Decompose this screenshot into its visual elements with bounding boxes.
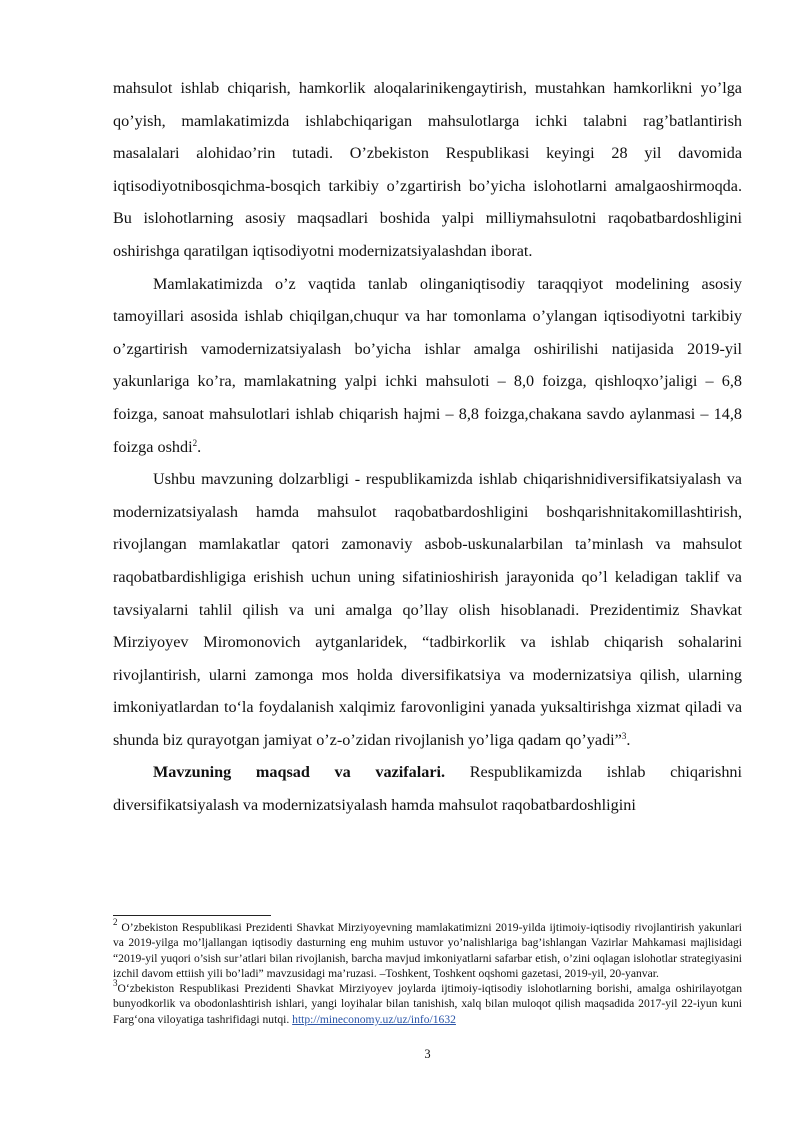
paragraph-2: Mamlakatimizda o’z vaqtida tanlab olinganiqtisodiy taraqqiyot modelining asosiy tamoyillari asosida ishlab chiqilgan,chuqur va har tomonlama o’ylangan iqtisodiyotni tarkibiy o’zgartirish vamodernizatsiyalash bo’yicha ishlar amalga oshirilishi natijasida 2019-yil yakunlariga ko’ra, mamlakatning yalpi ichki mahsuloti – 8,0 foizga, qishloqxo’jaligi – 6,8 foizga, sanoat mahsulotlari ishlab chiqarish hajmi – 8,8 foizga,chakana savdo aylanmasi – 14,8 foizga oshdi$^2$. — [113, 274, 742, 456]
paragraph-1: mahsulot ishlab chiqarish, hamkorlik aloqalarinikengaytirish, mustahkan hamkorlikni yo’lga qo’yish, mamlakatimizda ishlabchiqarigan mahsulotlarga ichki talabni rag’batlantirish masalalari alohidao’rin tutadi. O’zbekiston Respublikasi keyingi 28 yil davomida iqtisodiyotnibosqichma-bosqich tarkibiy o’zgartirish bo’yicha islohotlarni amalgaoshirmoqda. Bu islohotlarning asosiy maqsadlari boshida yalpi milliymahsulotni raqobatbardoshligini oshirishga qaratilgan iqtisodiyotni modernizatsiyalashdan iborat. — [113, 79, 742, 260]
body-text — [113, 72, 742, 822]
footnotes — [113, 917, 742, 1027]
page-number: 3 — [424, 1047, 431, 1061]
paragraph-3: Ushbu mavzuning dolzarbligi - respublikamizda ishlab chiqarishnidiversifikatsiyalash va modernizatsiyalash hamda mahsulot raqobatbardoshligini boshqarishnitakomillashtirish, rivojlangan mamlakatlar qatori zamonaviy asbob-uskunalarbilan ta’minlash va mahsulot raqobatbardishligiga erishish uchun uning sifatinioshirish jarayonida qo’l keladigan taklif va tavsiyalarni tahlil qilish va uni amalga qo’llay olish hisoblanadi. Prezidentimiz Shavkat Mirziyoyev Miromonovich aytganlaridek, “tadbirkorlik va ishlab chiqarish sohalarini rivojlantirish, ularni zamonga mos holda diversifikatsiya va modernizatsiya qilish, ularning imkoniyatlardan to‘la foydalanish xalqimiz farovonligini yanada yuksaltirishga xizmat qiladi va shunda biz qurayotgan jamiyat o’z-o’zidan rivojlanish yo’liga qadam qo’yadi”$^3$. — [113, 470, 742, 749]
section-heading: Mavzuning maqsad va vazifalari. — [153, 763, 446, 782]
footnote-ref-3[interactable]: 3 — [621, 730, 627, 741]
footnote-number-3: 3 — [113, 978, 118, 989]
footnote-ref-2[interactable]: 2 — [192, 437, 198, 448]
paragraph-4: Mavzuning maqsad va vazifalari. Respublikamizda ishlab chiqarishni diversifikatsiyalash va modernizatsiyalash hamda mahsulot raqobatbardoshligini — [113, 763, 743, 815]
footnote-separator — [113, 915, 271, 916]
footnote-number-2: 2 — [113, 917, 118, 927]
footnote-3: $^3$O‘zbekiston Respublikasi Prezidenti Shavkat Mirziyoyev joylarda ijtimoiy-iqtisodiy islohotlarning borishi, amalga oshirilayotgan bunyodkorlik va obodonlashtirish ishlari, yangi loyihalar bilan tanishish, xalq bilan muloqot qilish maqsadida 2017-yil 22-iyun kuni Farg‘ona viloyatiga tashrifidagi nutqi. http://mineconomy.uz/uz/info/1632 — [113, 978, 742, 1026]
footnote-link[interactable]: http://mineconomy.uz/uz/info/1632 — [292, 1012, 456, 1026]
footnote-2: $^2$ O’zbekiston Respublikasi Prezidenti Shavkat Mirziyoyevning mamlakatimizni 2019-yilda ijtimoiy-iqtisodiy rivojlantirish yakunlari va 2019-yilga mo’ljallangan iqtisodiy dasturning eng muhim ustuvor yo’nalishlariga bag’ishlangan Vazirlar Mahkamasi majlisidagi “2019-yil yuqori o’sish sur’atlari bilan rivojlanish, barcha mavjud imkoniyatlarni safarbar etish, o’zini oqlagan islohotlar strategiyasini izchil davom ettiish yili bo’ladi” mavzusidagi ma’ruzasi. –Toshkent, Toshkent oqshomi gazetasi, 2019-yil, 20-yanvar. — [113, 917, 742, 980]
